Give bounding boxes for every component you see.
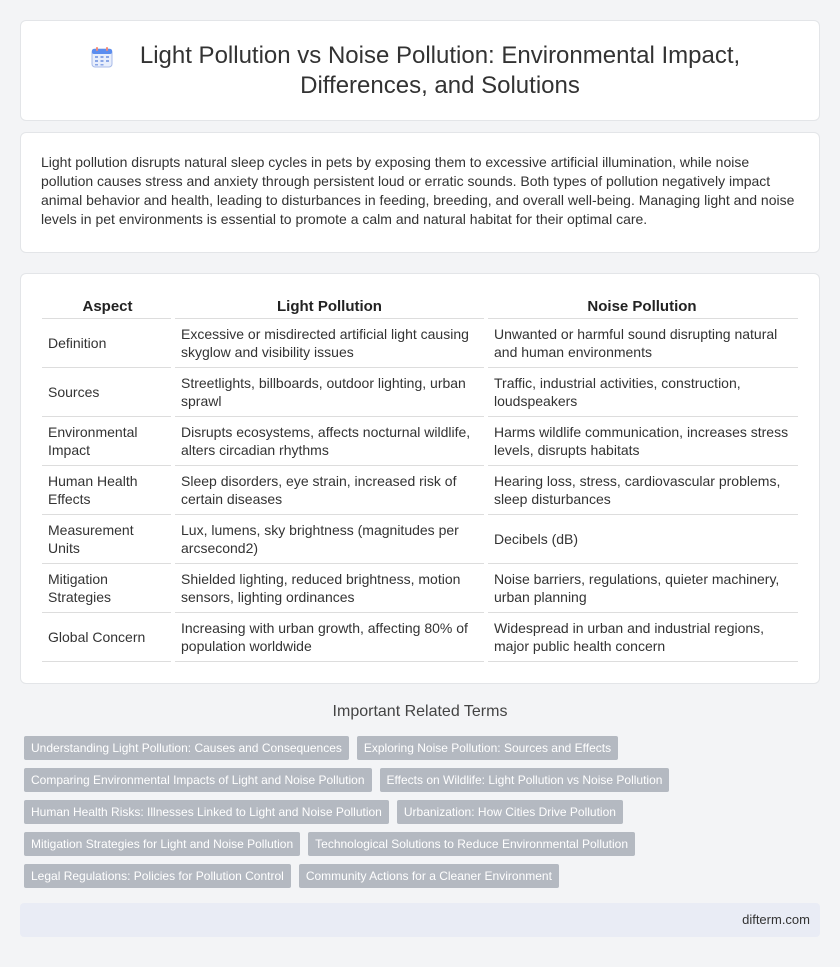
related-terms-list bbox=[24, 736, 784, 896]
table-cell-aspect: Definition bbox=[42, 318, 173, 367]
table-cell-noise: Unwanted or harmful sound disrupting natural and human environments bbox=[486, 318, 798, 367]
table-cell-light: Disrupts ecosystems, affects nocturnal wildlife, alters circadian rhythms bbox=[173, 416, 486, 465]
page-title: Light Pollution vs Noise Pollution: Environmental Impact, Differences, and Solutions bbox=[139, 41, 741, 99]
table-cell-aspect: Human Health Effects bbox=[42, 465, 173, 514]
related-term-tag[interactable]: Effects on Wildlife: Light Pollution vs Noise Pollution bbox=[380, 768, 670, 792]
table-cell-aspect: Measurement Units bbox=[42, 514, 173, 563]
tag-row bbox=[24, 800, 784, 824]
table-cell-noise: Harms wildlife communication, increases stress levels, disrupts habitats bbox=[486, 416, 798, 465]
column-header-noise: Noise Pollution bbox=[486, 294, 798, 318]
table-row bbox=[42, 514, 798, 563]
calendar-icon bbox=[90, 45, 114, 69]
tag-row bbox=[24, 768, 784, 792]
comparison-table-card bbox=[20, 273, 820, 684]
related-term-tag[interactable]: Human Health Risks: Illnesses Linked to Light and Noise Pollution bbox=[24, 800, 389, 824]
footer bbox=[20, 903, 820, 937]
table-header-row bbox=[42, 294, 798, 318]
table-cell-light: Sleep disorders, eye strain, increased risk of certain diseases bbox=[173, 465, 486, 514]
intro-card bbox=[20, 132, 820, 253]
header-card bbox=[20, 20, 820, 121]
table-row bbox=[42, 367, 798, 416]
related-term-tag[interactable]: Legal Regulations: Policies for Pollution Control bbox=[24, 864, 291, 888]
table-cell-light: Increasing with urban growth, affecting 80% of population worldwide bbox=[173, 612, 486, 661]
table-cell-light: Lux, lumens, sky brightness (magnitudes per arcsecond2) bbox=[173, 514, 486, 563]
table-cell-noise: Widespread in urban and industrial regions, major public health concern bbox=[486, 612, 798, 661]
related-term-tag[interactable]: Technological Solutions to Reduce Environmental Pollution bbox=[308, 832, 635, 856]
table-row bbox=[42, 612, 798, 661]
related-term-tag[interactable]: Exploring Noise Pollution: Sources and Effects bbox=[357, 736, 618, 760]
column-header-aspect: Aspect bbox=[42, 294, 173, 318]
table-cell-noise: Decibels (dB) bbox=[486, 514, 798, 563]
table-cell-aspect: Global Concern bbox=[42, 612, 173, 661]
column-header-light: Light Pollution bbox=[173, 294, 486, 318]
related-terms-heading: Important Related Terms bbox=[332, 703, 508, 720]
related-term-tag[interactable]: Understanding Light Pollution: Causes and Consequences bbox=[24, 736, 349, 760]
intro-text: Light pollution disrupts natural sleep cycles in pets by exposing them to excessive artificial illumination, while noise pollution causes stress and anxiety through persistent loud or erratic sounds. Both types of pollution negatively impact animal behavior and health, leading to disturbances in feeding, breeding, and overall well-being. Managing light and noise levels in pet environments is essential to promote a calm and natural habitat for their optimal care. bbox=[41, 154, 795, 227]
comparison-table bbox=[42, 294, 798, 662]
table-row bbox=[42, 563, 798, 612]
tag-row bbox=[24, 832, 784, 856]
table-cell-noise: Hearing loss, stress, cardiovascular problems, sleep disturbances bbox=[486, 465, 798, 514]
table-cell-noise: Noise barriers, regulations, quieter machinery, urban planning bbox=[486, 563, 798, 612]
table-cell-aspect: Sources bbox=[42, 367, 173, 416]
table-cell-aspect: Environmental Impact bbox=[42, 416, 173, 465]
related-term-tag[interactable]: Mitigation Strategies for Light and Noise Pollution bbox=[24, 832, 300, 856]
footer-site-link[interactable]: difterm.com bbox=[742, 912, 810, 927]
table-cell-noise: Traffic, industrial activities, construction, loudspeakers bbox=[486, 367, 798, 416]
tag-row bbox=[24, 736, 784, 760]
table-row bbox=[42, 416, 798, 465]
tag-row bbox=[24, 864, 784, 888]
related-term-tag[interactable]: Comparing Environmental Impacts of Light and Noise Pollution bbox=[24, 768, 372, 792]
table-cell-light: Shielded lighting, reduced brightness, motion sensors, lighting ordinances bbox=[173, 563, 486, 612]
related-term-tag[interactable]: Community Actions for a Cleaner Environment bbox=[299, 864, 559, 888]
table-cell-aspect: Mitigation Strategies bbox=[42, 563, 173, 612]
table-row bbox=[42, 465, 798, 514]
table-row bbox=[42, 318, 798, 367]
related-term-tag[interactable]: Urbanization: How Cities Drive Pollution bbox=[397, 800, 623, 824]
table-cell-light: Excessive or misdirected artificial light causing skyglow and visibility issues bbox=[173, 318, 486, 367]
table-cell-light: Streetlights, billboards, outdoor lighting, urban sprawl bbox=[173, 367, 486, 416]
